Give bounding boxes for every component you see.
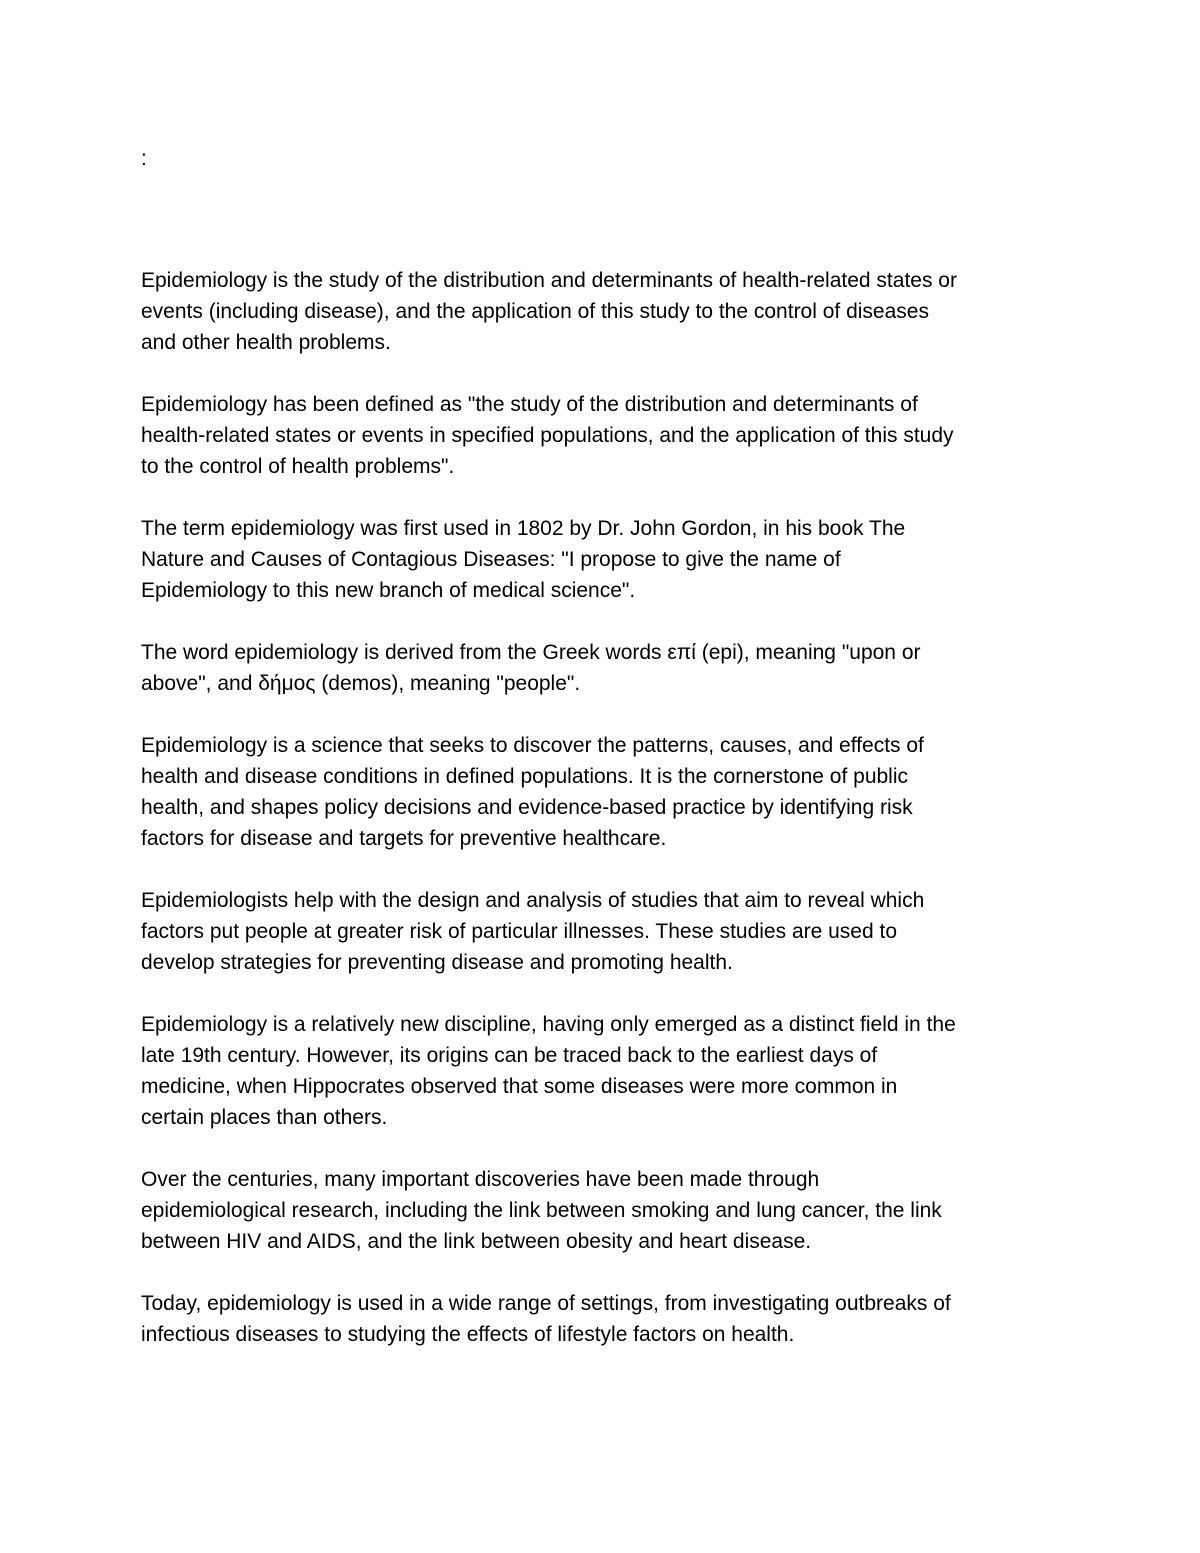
document-body <box>141 265 1076 1381</box>
paragraph-discoveries: Over the centuries, many important discoveries have been made through epidemiological research, including the link between smoking and lung cancer, the link between HIV and AIDS, and the link between obesity and heart disease. <box>141 1168 942 1253</box>
paragraph-history: Epidemiology is a relatively new discipline, having only emerged as a distinct field in the late 19th century. However, its origins can be traced back to the earliest days of medicine, when Hippocrates observed that some diseases were more common in certain places than others. <box>141 1013 956 1129</box>
leading-colon: : <box>141 147 147 170</box>
paragraph-term-origin: The term epidemiology was first used in 1802 by Dr. John Gordon, in his book The Nature and Causes of Contagious Diseases: "I propose to give the name of Epidemiology to this new branch of medical science". <box>141 517 906 602</box>
paragraph-epidemiologists: Epidemiologists help with the design and analysis of studies that aim to reveal which factors put people at greater risk of particular illnesses. These studies are used to develop strategies for preventing disease and promoting health. <box>141 889 925 974</box>
paragraph-etymology: The word epidemiology is derived from the Greek words επί (epi), meaning "upon or above", and δήμος (demos), meaning "people". <box>141 641 921 695</box>
paragraph-science-purpose: Epidemiology is a science that seeks to discover the patterns, causes, and effects of health and disease conditions in defined populations. It is the cornerstone of public health, and shapes policy decisions and evidence-based practice by identifying risk factors for disease and targets for preventive healthcare. <box>141 734 924 850</box>
paragraph-today: Today, epidemiology is used in a wide range of settings, from investigating outbreaks of infectious diseases to studying the effects of lifestyle factors on health. <box>141 1292 951 1346</box>
paragraph-definition: Epidemiology is the study of the distribution and determinants of health-related states or events (including disease), and the application of this study to the control of diseases and other health problems. <box>141 269 957 354</box>
paragraph-formal-definition: Epidemiology has been defined as "the study of the distribution and determinants of health-related states or events in specified populations, and the application of this study to the control of health problems". <box>141 393 954 478</box>
